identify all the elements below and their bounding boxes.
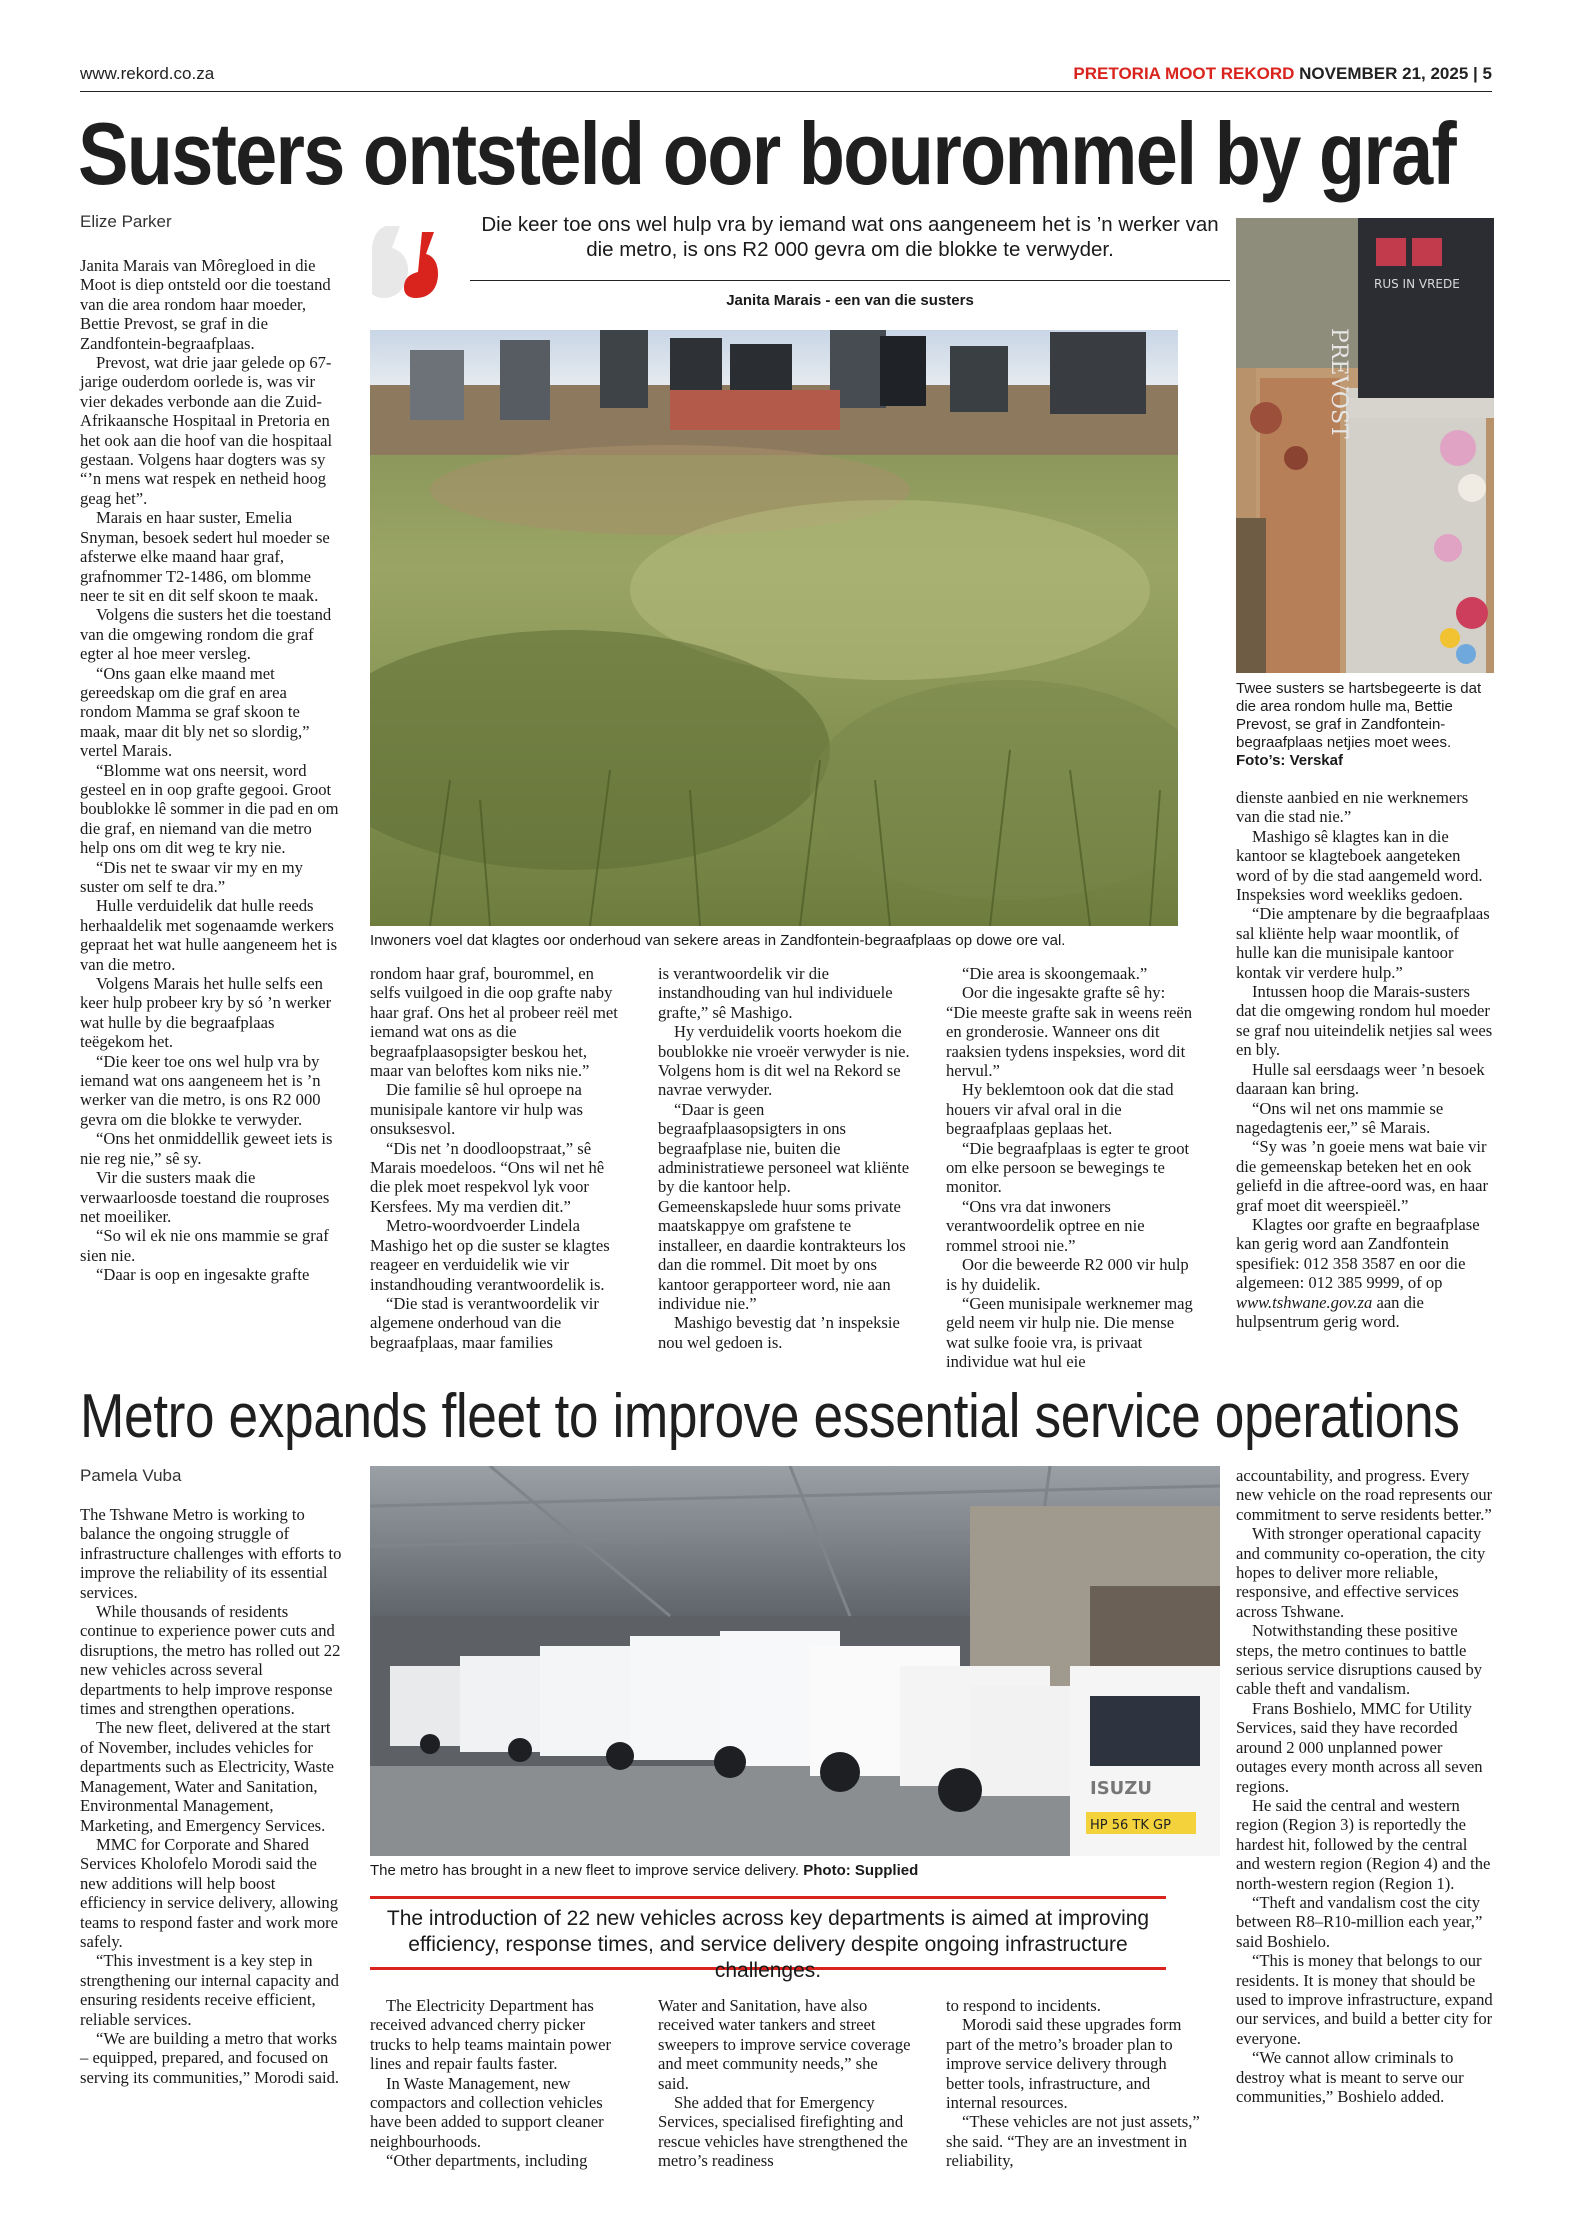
truck-plate: HP 56 TK GP — [1090, 1818, 1171, 1833]
article2-column-4 — [946, 1996, 1200, 2171]
publication-name: PRETORIA MOOT REKORD — [1073, 64, 1295, 83]
paragraph: Prevost, wat drie jaar gelede op 67-jarige ouderdom oorlede is, was vir vier dekades verbonde aan die Zuid-Afrikaansche Hospitaal in Pretoria en het ook aan die hoof van die hospitaal gestaan. Volgens haar dogters was sy “’n mens wat respek en netheid hoog geag het”. — [80, 353, 333, 508]
paragraph: “Die area is skoongemaak.” — [962, 964, 1148, 983]
paragraph: With stronger operational capacity and community co-operation, the city hopes to deliver more reliable, responsive, and effective services across Tshwane. — [1236, 1524, 1486, 1621]
article2-pull-quote: The introduction of 22 new vehicles across key departments is aimed at improving efficiency, response times, and service delivery despite ongoing infrastructure challenges. — [386, 1907, 1150, 1982]
paragraph: In Waste Management, new compactors and collection vehicles have been added to support cleaner neighbourhoods. — [370, 2073, 604, 2151]
paragraph: “Die stad is verantwoordelik vir algemene onderhoud van die begraafplaas, maar families — [370, 1293, 599, 1352]
headstone-photo-caption — [1236, 680, 1494, 770]
paragraph: Intussen hoop die Marais-susters dat die omgewing rondom hul moeder se graf nou uiteindelik netjies sal wees en bly. — [1236, 982, 1493, 1060]
article2-byline: Pamela Vuba — [80, 1466, 182, 1485]
truck-brand: ISUZU — [1090, 1778, 1152, 1799]
article1-headline: Susters ontsteld oor bourommel by graf — [78, 104, 1455, 203]
paragraph: “Ons vra dat inwoners verantwoordelik optree en nie rommel strooi nie.” — [946, 1196, 1145, 1255]
paragraph: The new fleet, delivered at the start of November, includes vehicles for departments such as Electricity, Waste Management, Water and Sanitation, Environmental Management, Marketing, and Emergency Services. — [80, 1718, 334, 1835]
pull-quote-rule — [470, 280, 1230, 281]
paragraph: “We cannot allow criminals to destroy what is meant to serve our communities,” Boshielo added. — [1236, 2048, 1464, 2106]
cemetery-photo — [370, 330, 1178, 926]
paragraph: Volgens die susters het die toestand van die omgewing rondom die graf egter al hoe meer versleg. — [80, 605, 332, 664]
paragraph: Volgens Marais het hulle selfs een keer hulp probeer kry by só ’n werker wat hulle by die begraafplaas teëgekom het. — [80, 974, 332, 1052]
article2-column-3 — [658, 1996, 912, 2171]
paragraph: Oor die beweerde R2 000 vir hulp is hy duidelik. — [946, 1255, 1189, 1294]
paragraph: “Die amptenare by die begraafplaas sal kliënte help waar moontlik, of hulle kan die munisipale kantoor kontak vir verdere hulp.” — [1236, 904, 1490, 982]
paragraph: rondom haar graf, bourommel, en selfs vuilgoed in die oop grafte naby haar graf. Ons het al probeer reël met iemand wat ons as die begraafplaasopsigter beskou het, maar van beloftes kom niks nie.” — [370, 964, 618, 1081]
paragraph: Frans Boshielo, MMC for Utility Services, said they have recorded around 2 000 unplanned power outages every month across all seven regions. — [1236, 1698, 1483, 1796]
paragraph: Metro-woordvoerder Lindela Mashigo het op die suster se klagtes reageer en verduidelik wie vir instandhouding verantwoordelik is. — [370, 1216, 610, 1294]
headstone-photo-credit: Foto’s: Verskaf — [1236, 752, 1343, 769]
paragraph: accountability, and progress. Every new vehicle on the road represents our commitment to serve residents better.” — [1236, 1466, 1493, 1524]
paragraph: Hy beklemtoon ook dat die stad houers vir afval oral in die begraafplaas geplaas het. — [946, 1080, 1174, 1139]
article1-byline: Elize Parker — [80, 212, 172, 231]
headstone-inscription: RUS IN VREDE — [1374, 277, 1460, 291]
paragraph: “Other departments, including — [386, 2151, 588, 2171]
tshwane-website-link[interactable]: www.tshwane.gov.za — [1236, 1292, 1373, 1312]
paragraph: Janita Marais van Môregloed in die Moot is diep ontsteld oor die toestand van die area rondom haar moeder, Bettie Prevost, se graf in die Zandfontein-begraafplaas. — [80, 256, 331, 353]
paragraph: “Daar is geen begraafplaasopsigters in ons begraafplase nie, buiten die administratiewe personeel wat kliënte by die kantoor help. Gemeenskapslede huur soms private maatskappye om grafstene te installeer, en daardie kontrakteurs los dan die rommel. Dit moet by ons kantoor gerapporteer word, nie aan individue nie.” — [658, 1099, 910, 1313]
paragraph: The Electricity Department has received advanced cherry picker trucks to help teams maintain power lines and repair faults faster. — [370, 1996, 612, 2074]
paragraph: Hy verduidelik voorts hoekom die boublokke nie vroeër verwyder is nie. Volgens hom is dit wel na Rekord se navrae verwyder. — [658, 1022, 910, 1100]
paragraph: “Dis net te swaar vir my en my suster om self te dra.” — [80, 857, 303, 896]
paragraph: “This investment is a key step in strengthening our internal capacity and ensuring residents receive efficient, reliable services. — [80, 1951, 339, 2029]
article1-pull-quote: Die keer toe ons wel hulp vra by iemand wat ons aangeneem het is ’n werker van die metro, is ons R2 000 gevra om die blokke te verwyder. — [481, 213, 1219, 261]
article2-column-1 — [80, 1505, 342, 2087]
paragraph: “Ons wil net ons mammie se nagedagtenis eer,” sê Marais. — [1236, 1098, 1444, 1137]
issue-date: NOVEMBER 21, 2025 — [1299, 64, 1469, 83]
paragraph: Morodi said these upgrades form part of the metro’s broader plan to improve service delivery through better tools, infrastructure, and internal resources. — [946, 2015, 1182, 2113]
paragraph: “Dis net ’n doodloopstraat,” sê Marais moedeloos. “Ons wil net hê die plek moet respekvol lyk voor Kersfees. My ma verdien dit.” — [370, 1138, 605, 1216]
headstone-photo — [1236, 218, 1494, 673]
paragraph: Die familie sê hul oproepe na munisipale kantore vir hulp was onsuksesvol. — [370, 1080, 583, 1139]
paragraph: “We are building a metro that works – equipped, prepared, and focused on serving its communities,” Morodi said. — [80, 2028, 340, 2087]
contact-tail: aan die hulpsentrum gerig word. — [1236, 1292, 1424, 1331]
paragraph: He said the central and western region (Region 3) is reportedly the hardest hit, followed by the central and western region (Region 4) and the north-western region (Region 1). — [1236, 1795, 1491, 1893]
article2-column-5 — [1236, 1466, 1494, 2106]
paragraph: Notwithstanding these positive steps, the metro continues to battle serious service disruptions caused by cable theft and vandalism. — [1236, 1621, 1483, 1699]
paragraph: “Geen munisipale werknemer mag geld neem vir hulp nie. Die mense wat sulke fooie vra, is privaat individue wat hul eie — [946, 1293, 1193, 1372]
paragraph: She added that for Emergency Services, specialised firefighting and rescue vehicles have strengthened the metro’s readiness — [658, 2093, 908, 2171]
headstone-name: PREVOST — [1326, 328, 1351, 439]
article1-column-3 — [658, 964, 912, 1352]
paragraph: “These vehicles are not just assets,” she said. “They are an investment in reliability, — [946, 2112, 1200, 2171]
page-number: 5 — [1482, 64, 1492, 83]
separator: | — [1473, 64, 1478, 83]
paragraph: While thousands of residents continue to experience power cuts and disruptions, the metro has rolled out 22 new vehicles across several departments to help improve response times and strengthen operations. — [80, 1602, 341, 1719]
article1-column-1 — [80, 256, 342, 1285]
headstone-caption-text: Twee susters se hartsbegeerte is dat die area rondom hulle ma, Bettie Prevost, se graf in Zandfontein-begraafplaas netjies moet wees. — [1236, 680, 1482, 751]
paragraph: MMC for Corporate and Shared Services Kholofelo Morodi said the new additions will help boost efficiency in service delivery, allowing teams to respond faster and work more safely. — [80, 1834, 339, 1951]
article1-column-4 — [946, 964, 1200, 1372]
fleet-photo-caption — [370, 1862, 1220, 1880]
paragraph: “Theft and vandalism cost the city between R8–R10-million each year,” said Boshielo. — [1236, 1892, 1483, 1951]
article1-column-2 — [370, 964, 624, 1352]
issue-info — [1073, 64, 1492, 84]
article2-column-2 — [370, 1996, 624, 2171]
paragraph: “Die begraafplaas is egter te groot om elke persoon se bewegings te monitor. — [946, 1138, 1190, 1197]
paragraph: “Blomme wat ons neersit, word gesteel en in oop grafte gegooi. Groot boublokke lê sommer in die pad en om die graf, en niemand van die metro help ons om dit weg te kry nie. — [80, 760, 339, 858]
fleet-photo-credit: Photo: Supplied — [803, 1862, 919, 1879]
quote-mark-icon — [370, 222, 440, 302]
paragraph: Vir die susters maak die verwaarloosde toestand die rouproses net moeiliker. — [80, 1168, 330, 1226]
paragraph: “Ons gaan elke maand met gereedskap om die graf en area rondom Mamma se graf skoon te maak, maar dit bly net so slordig,” vertel Marais. — [80, 663, 310, 761]
paragraph: “So wil ek nie ons mammie se graf sien nie. — [80, 1226, 329, 1265]
paragraph: “Die keer toe ons wel hulp vra by iemand wat ons aangeneem het is ’n werker van die metro, is ons R2 000 gevra om die blokke te verwyder. — [80, 1051, 321, 1129]
masthead — [80, 58, 1492, 92]
paragraph: Hulle sal eersdaags weer ’n besoek daaraan kan bring. — [1236, 1059, 1485, 1099]
paragraph: “This is money that belongs to our residents. It is money that should be used to improve infrastructure, expand our services, and build a better city for everyone. — [1236, 1951, 1493, 2048]
contact-text: Klagtes oor grafte en begraafplase kan gerig word aan Zandfontein spesifiek: 012 358 3587 en oor die algemeen: 012 385 9999, of op — [1236, 1214, 1480, 1293]
paragraph: is verantwoordelik vir die instandhouding van hul individuele grafte,” sê Mashigo. — [658, 964, 893, 1022]
paragraph: to respond to incidents. — [946, 1996, 1101, 2015]
fleet-caption-text: The metro has brought in a new fleet to improve service delivery. — [370, 1862, 800, 1879]
paragraph: The Tshwane Metro is working to balance the ongoing struggle of infrastructure challenges with efforts to improve the reliability of its essential services. — [80, 1505, 342, 1602]
paragraph: “Sy was ’n goeie mens wat baie vir die gemeenskap beteken het en ook geliefd in die aftree-oord was, en haar graf moet dit weerspieël.” — [1236, 1137, 1489, 1215]
paragraph: “Daar is oop en ingesakte grafte — [96, 1265, 310, 1285]
paragraph: Hulle verduidelik dat hulle reeds herhaaldelik met sogenaamde werkers gepraat het wat hulle aangeneem het is van die metro. — [80, 896, 338, 974]
site-url[interactable]: www.rekord.co.za — [80, 64, 215, 83]
paragraph: Mashigo bevestig dat ’n inspeksie nou wel gedoen is. — [658, 1313, 900, 1352]
paragraph: Mashigo sê klagtes kan in die kantoor se klagteboek aangeteken word of by die stad aangemeld word. Inspeksies word weekliks gedoen. — [1236, 826, 1483, 905]
paragraph: Oor die ingesakte grafte sê hy: “Die meeste grafte sak in weens reën en gronderosie. Wanneer ons dit raaksien tydens inspeksies, word dit hervul.” — [946, 983, 1193, 1081]
paragraph: “Ons het onmiddellik geweet iets is nie reg nie,” sê sy. — [80, 1129, 333, 1168]
pull-quote-attribution: Janita Marais - een van die susters — [726, 292, 974, 309]
contact-paragraph — [1236, 1215, 1494, 1331]
article2-headline: Metro expands fleet to improve essential service operations — [80, 1382, 1460, 1451]
fleet-photo — [370, 1466, 1220, 1856]
cemetery-photo-caption: Inwoners voel dat klagtes oor onderhoud van sekere areas in Zandfontein-begraafplaas op dowe ore val. — [370, 932, 1066, 949]
paragraph: Water and Sanitation, have also received water tankers and street sweepers to improve service coverage and meet community needs,” she said. — [658, 1996, 911, 2093]
paragraph: dienste aanbied en nie werknemers van die stad nie.” — [1236, 788, 1469, 827]
paragraph: Marais en haar suster, Emelia Snyman, besoek sedert hul moeder se afsterwe elke maand haar graf, grafnommer T2-1486, om blomme neer te sit en dit self skoon te maak. — [80, 508, 330, 605]
article1-column-5 — [1236, 788, 1494, 1331]
